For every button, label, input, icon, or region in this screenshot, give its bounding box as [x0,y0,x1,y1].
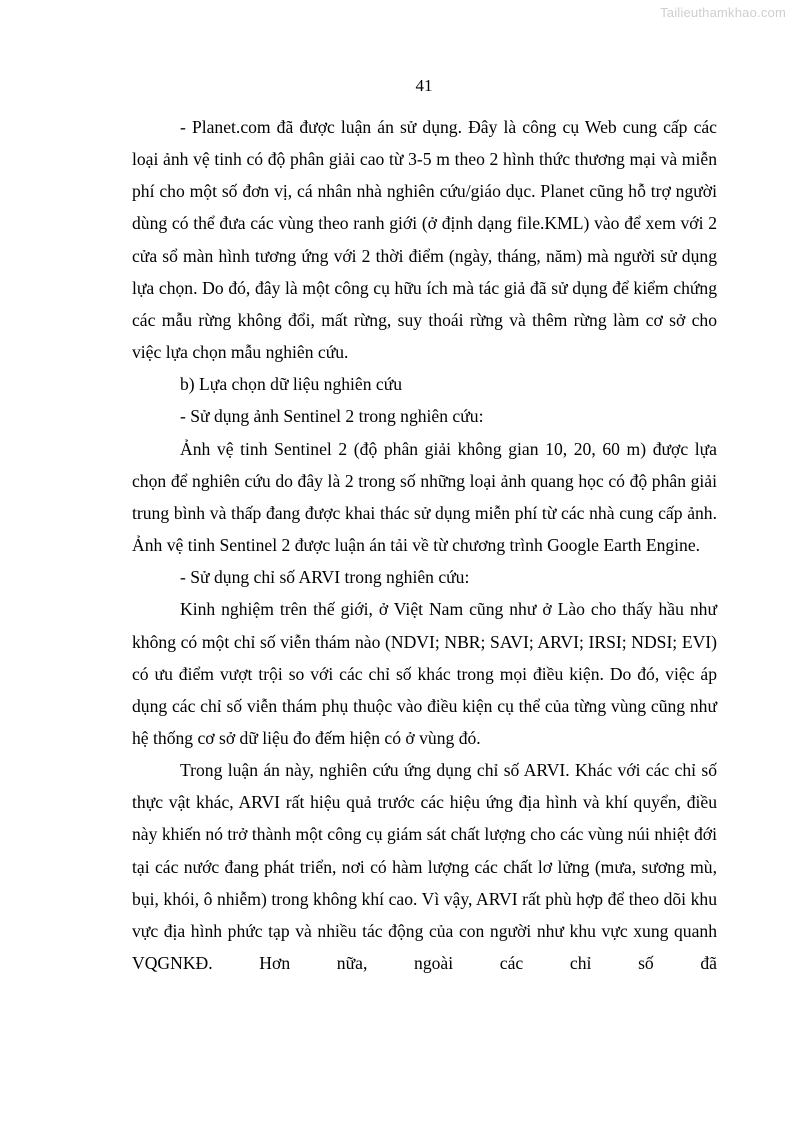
page-number: 41 [415,76,433,95]
heading-select-research-data: b) Lựa chọn dữ liệu nghiên cứu [180,374,403,395]
subheading-sentinel2: - Sử dụng ảnh Sentinel 2 trong nghiên cứu: [180,406,484,427]
watermark-text: Tailieuthamkhao.com [660,5,786,20]
document-body [132,111,717,979]
paragraph-sentinel2: Ảnh vệ tinh Sentinel 2 (độ phân giải không gian 10, 20, 60 m) được lựa chọn để nghiên cứu do đây là 2 trong số những loại ảnh quang học có độ phân giải trung bình và thấp đang được khai thác sử dụng miễn phí từ các nhà cung cấp ảnh. Ảnh vệ tinh Sentinel 2 được luận án tải về từ chương trình Google Earth Engine. [132,438,717,556]
paragraph-planet-tool: - Planet.com đã được luận án sử dụng. Đây là công cụ Web cung cấp các loại ảnh vệ tinh có độ phân giải cao từ 3-5 m theo 2 hình thức thương mại và miễn phí cho một số đơn vị, cá nhân nhà nghiên cứu/giáo dục. Planet cũng hỗ trợ người dùng có thể đưa các vùng theo ranh giới (ở định dạng file.KML) vào để xem với 2 cửa sổ màn hình tương ứng với 2 thời điểm (ngày, tháng, năm) mà người sử dụng lựa chọn. Do đó, đây là một công cụ hữu ích mà tác giả đã sử dụng để kiểm chứng các mẫu rừng không đổi, mất rừng, suy thoái rừng và thêm rừng làm cơ sở cho việc lựa chọn mẫu nghiên cứu. [132,117,717,363]
subheading-arvi: - Sử dụng chỉ số ARVI trong nghiên cứu: [180,567,470,588]
paragraph-indices-experience: Kinh nghiệm trên thế giới, ở Việt Nam cũng như ở Lào cho thấy hầu như không có một chỉ số viễn thám nào (NDVI; NBR; SAVI; ARVI; IRSI; NDSI; EVI) có ưu điểm vượt trội so với các chỉ số khác trong mọi điều kiện. Do đó, việc áp dụng các chỉ số viễn thám phụ thuộc vào điều kiện cụ thể của từng vùng cũng như hệ thống cơ sở dữ liệu đo đếm hiện có ở vùng đó. [132,599,717,748]
paragraph-arvi-application: Trong luận án này, nghiên cứu ứng dụng chỉ số ARVI. Khác với các chỉ số thực vật khác, ARVI rất hiệu quả trước các hiệu ứng địa hình và khí quyển, điều này khiến nó trở thành một công cụ giám sát chất lượng cho các vùng núi nhiệt đới tại các nước đang phát triển, nơi có hàm lượng các chất lơ lửng (mưa, sương mù, bụi, khói, ô nhiễm) trong không khí cao. Vì vậy, ARVI rất phù hợp để theo dõi khu vực địa hình phức tạp và nhiều tác động của con người như khu vực xung quanh VQGNKĐ. Hơn nữa, ngoài các chỉ số đã [132,760,717,974]
